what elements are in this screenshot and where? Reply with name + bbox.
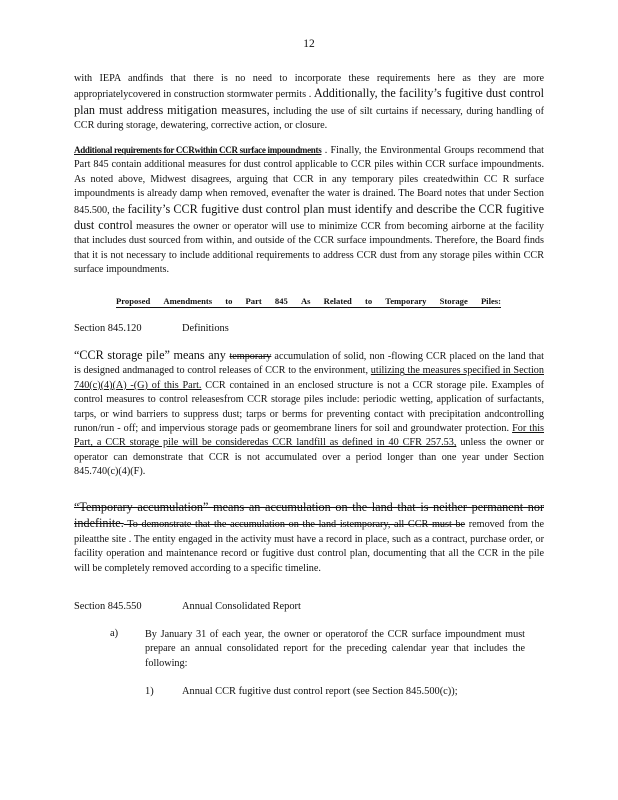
paragraph-additional-emphasis: facility’s CCR fugitive dust control plan must identify and describe the CCR fugitive dust control xyxy=(74,201,544,233)
heading-word: Storage xyxy=(439,296,468,306)
section-845-550-number: Section 845.550 xyxy=(74,601,142,612)
definition-text-1: accumulation of solid, non -flowing CCR placed on the land that is designed andmanaged to control releases of CCR to the environment, xyxy=(74,351,544,377)
heading-word: Temporary xyxy=(385,296,427,306)
definition-ccr-storage-pile xyxy=(74,348,544,480)
item-a-text: By January 31 of each year, the owner or operatorof the CCR surface impoundment must prepare an annual consolidated report for the preceding calendar year that includes the following: xyxy=(145,629,525,669)
heading-word: Proposed xyxy=(116,296,151,306)
struck-sentence: To demonstrate that the accumulation on the land istemporary, all CCR must be xyxy=(123,519,466,531)
definition-term: “CCR storage pile” means any xyxy=(74,348,230,362)
heading-word: As xyxy=(300,296,311,306)
heading-word: Part xyxy=(245,296,262,306)
struck-definition: “Temporary accumulation” means an accumulation on the land that is neither permanent nor indefinite. xyxy=(74,500,544,531)
paragraph-iepa-tail: including the use of silt curtains if necessary, during handling of CCR during storage, dewatering, corrective action, or closure. xyxy=(74,105,545,132)
definition-text-2: CCR contained in an enclosed structure is not a CCR storage pile. Examples of control measures to control releasesfrom CCR storage piles include: periodic wetting, application of surfactants, tarps, or wind barriers to suppress dust; tarps or berms for preventing contact with precipitation andcontrolling runon/run - off; and impervious storage pads or geomembrane liners for soil and groundwater protection. xyxy=(74,379,544,435)
item-1-text: Annual CCR fugitive dust control report (see Section 845.500(c)); xyxy=(182,686,458,697)
section-845-120-title: Definitions xyxy=(182,323,229,334)
definition-temporary-accumulation xyxy=(74,500,544,576)
heading-word: to xyxy=(225,296,233,306)
page-number: 12 xyxy=(303,38,315,50)
heading-word: Related xyxy=(323,296,352,306)
paragraph-heading: Additional requirements for CCRwithin CCR surface impoundments xyxy=(74,145,322,155)
section-845-120-number: Section 845.120 xyxy=(74,323,142,334)
heading-word: Piles: xyxy=(480,296,501,306)
heading-word: 845 xyxy=(274,296,288,306)
definition-text: removed from the pileatthe site . The entity engaged in the activity must have a record in place, such as a contract, purchase order, or facility operation and maintenance record or fugitive dust control plan, documenting that all the CCR in the pile will be completely removed according to a specific timeline. xyxy=(74,519,544,574)
struck-word: temporary xyxy=(229,351,272,362)
heading-word: to xyxy=(364,296,373,306)
inserted-text-1: utilizing the measures specified in Section 740(c)(4)(A) -(G) of this Part. xyxy=(74,365,544,391)
item-1-label: 1) xyxy=(145,686,154,697)
paragraph-additional-text-1: . Finally, the Environmental Groups recommend that Part 845 contain additional measures for dust control applicable to CCR piles within CCR surface impoundments. As noted above, Midwest disagrees, arguing that CCR in any temporary piles createdwithin CC R surface impoundments is already damp when removed, evenafter the water is drained. The Board notes that under Section 845.500, the xyxy=(74,145,544,216)
heading-word: Amendments xyxy=(163,296,213,306)
inserted-text-2: For this Part, a CCR storage pile will be consideredas CCR landfill as defined in 40 CFR 257.53, xyxy=(74,423,545,449)
paragraph-iepa-text: with IEPA andfinds that there is no need to incorporate these requirements here as they are more appropriatelycovered in construction stormwater permits . xyxy=(74,73,544,101)
paragraph-additional-text-2: measures the owner or operator will use to minimize CCR from becoming airborne at the facility that includes dust sourced from within, and outside of the CCR surface impoundments. Therefore, the Board finds that it is not necessary to include additional requirements to address CCR dust from any storage piles within CCR surface impoundments. xyxy=(74,221,544,276)
paragraph-additional-requirements xyxy=(74,143,544,278)
item-a-label: a) xyxy=(110,628,119,639)
definition-text-3: unless the owner or operator can demonstrate that CCR is not accumulated over a period longer than one year under Section 845.740(c)(4)(F). xyxy=(74,437,544,478)
paragraph-iepa-emphasis: Additionally, the facility’s fugitive dust control plan must address mitigation measures, xyxy=(74,86,544,117)
paragraph-iepa xyxy=(74,72,544,134)
section-845-550-title: Annual Consolidated Report xyxy=(182,601,301,612)
amendments-heading xyxy=(116,296,501,308)
